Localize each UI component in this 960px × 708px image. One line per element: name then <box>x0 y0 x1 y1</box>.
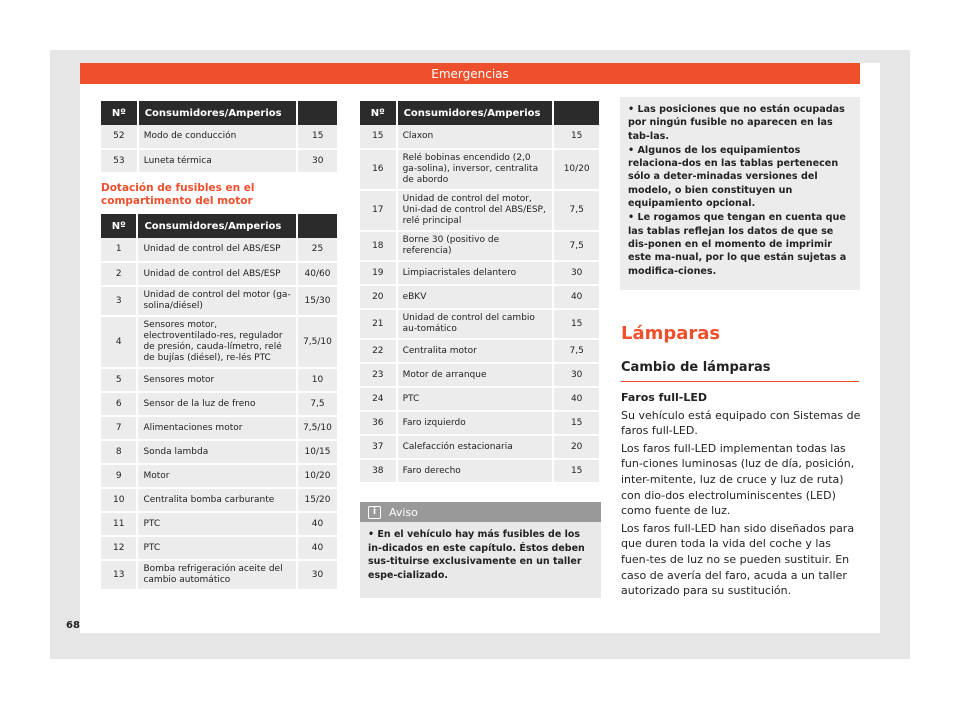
fuse-number: 1 <box>101 238 137 262</box>
table-row <box>360 309 600 339</box>
paragraph: Su vehículo está equipado con Sistemas de faros full-LED. <box>621 408 861 438</box>
fuse-amperage: 15/20 <box>297 488 338 512</box>
fuse-number: 4 <box>101 316 137 368</box>
fuse-number: 19 <box>360 261 397 285</box>
fuse-number: 23 <box>360 363 397 387</box>
page-number: 68 <box>66 620 80 631</box>
section-header: Emergencias <box>80 63 860 84</box>
table-row <box>360 125 600 149</box>
note-item: • Las posiciones que no están ocupadas por ningún fusible no aparecen en las tab-las. <box>628 104 845 142</box>
notice-body: En el vehículo hay más fusibles de los in-dicados en este capítulo. Éstos deben sus-tituirse exclusivamente en un taller espe-cializado. <box>368 529 585 581</box>
fuse-number: 16 <box>360 149 397 190</box>
fuse-number: 9 <box>101 464 137 488</box>
fuse-amperage: 25 <box>297 238 338 262</box>
fuse-amperage: 15 <box>553 125 600 149</box>
table-row <box>101 149 338 173</box>
fuse-amperage: 40 <box>297 536 338 560</box>
note-text: Le rogamos que tengan en cuenta que las tablas reflejan los datos de que se dis-ponen en el momento de imprimir este ma-nual, por lo que están sujetas a modifica-ciones. <box>628 212 847 277</box>
table-row <box>101 416 338 440</box>
fuse-consumer: Borne 30 (positivo de referencia) <box>397 231 554 261</box>
fuse-amperage: 40 <box>553 387 600 411</box>
notice-header <box>360 502 601 522</box>
col-header-consumers: Consumidores/Amperios <box>137 214 297 238</box>
fuse-consumer: Faro izquierdo <box>397 411 554 435</box>
note-text: Las posiciones que no están ocupadas por ningún fusible no aparecen en las tab-las. <box>628 104 845 142</box>
fuse-number: 20 <box>360 285 397 309</box>
fuse-number: 21 <box>360 309 397 339</box>
table-row <box>360 435 600 459</box>
table-row <box>101 536 338 560</box>
table-row <box>101 440 338 464</box>
fuse-consumer: Sonda lambda <box>137 440 297 464</box>
col-header-number: Nº <box>101 101 138 125</box>
fuse-consumer: Bomba refrigeración aceite del cambio automático <box>137 560 297 590</box>
fuse-table-engine <box>101 214 339 591</box>
table-row <box>101 368 338 392</box>
note-item: • Algunos de los equipamientos relaciona-dos en las tablas pertenecen sólo a deter-minadas versiones del modelo, o bien constituyen un equipamiento opcional. <box>628 144 839 210</box>
fuse-consumer: Unidad de control del cambio au-tomático <box>397 309 554 339</box>
fuse-amperage: 30 <box>297 560 338 590</box>
fuse-consumer: Unidad de control del motor, Uni-dad de control del ABS/ESP, relé principal <box>397 190 554 231</box>
notice-title: Aviso <box>389 505 418 519</box>
fuse-consumer: Unidad de control del ABS/ESP <box>137 238 297 262</box>
table-row <box>101 488 338 512</box>
notes-box <box>620 97 860 290</box>
fuse-number: 10 <box>101 488 137 512</box>
fuse-consumer: Sensor de la luz de freno <box>137 392 297 416</box>
fuse-number: 3 <box>101 286 137 316</box>
fuse-consumer: Relé bobinas encendido (2,0 ga-solina), inversor, centralita de abordo <box>397 149 554 190</box>
table-row <box>101 238 338 262</box>
table-row <box>360 149 600 190</box>
fuse-number: 37 <box>360 435 397 459</box>
fuse-amperage: 15 <box>297 125 338 149</box>
fuse-number: 18 <box>360 231 397 261</box>
fuse-number: 52 <box>101 125 138 149</box>
fuse-consumer: Faro derecho <box>397 459 554 483</box>
lamps-subtitle: Cambio de lámparas <box>621 360 771 375</box>
fuse-amperage: 15 <box>553 459 600 483</box>
fuse-amperage: 7,5 <box>553 190 600 231</box>
table-row <box>101 316 338 368</box>
col-header-number: Nº <box>101 214 137 238</box>
fuse-consumer: PTC <box>137 512 297 536</box>
fuse-amperage: 15 <box>553 411 600 435</box>
fuse-number: 36 <box>360 411 397 435</box>
fuse-number: 22 <box>360 339 397 363</box>
table-row <box>360 363 600 387</box>
fuse-consumer: Centralita bomba carburante <box>137 488 297 512</box>
fuse-amperage: 15/30 <box>297 286 338 316</box>
fuse-amperage: 7,5/10 <box>297 416 338 440</box>
table-row <box>360 285 600 309</box>
table-row <box>360 190 600 231</box>
fuse-number: 12 <box>101 536 137 560</box>
fuse-amperage: 30 <box>297 149 338 173</box>
fuse-amperage: 10 <box>297 368 338 392</box>
fuse-amperage: 7,5 <box>297 392 338 416</box>
lamps-title: Lámparas <box>621 323 721 344</box>
fuse-amperage: 30 <box>553 261 600 285</box>
table-row <box>360 411 600 435</box>
fuse-consumer: Sensores motor, electroventilado-res, regulador de presión, cauda-límetro, relé de bujías (diésel), re-lés PTC <box>137 316 297 368</box>
fuse-table-continued <box>101 101 339 174</box>
table-row <box>101 512 338 536</box>
fuse-number: 2 <box>101 262 137 286</box>
fuse-number: 11 <box>101 512 137 536</box>
fuse-consumer: Centralita motor <box>397 339 554 363</box>
fuse-amperage: 15 <box>553 309 600 339</box>
fuse-consumer: eBKV <box>397 285 554 309</box>
fuse-number: 38 <box>360 459 397 483</box>
fuse-consumer: Luneta térmica <box>138 149 298 173</box>
fuse-consumer: Claxon <box>397 125 554 149</box>
notice-box <box>360 502 601 598</box>
fuse-consumer: Motor <box>137 464 297 488</box>
fuse-number: 6 <box>101 392 137 416</box>
table-row <box>360 459 600 483</box>
fuse-number: 7 <box>101 416 137 440</box>
table-row <box>101 286 338 316</box>
fuse-amperage: 7,5 <box>553 231 600 261</box>
table-row <box>101 262 338 286</box>
table-row <box>101 125 338 149</box>
col-header-consumers: Consumidores/Amperios <box>397 101 554 125</box>
fuse-number: 17 <box>360 190 397 231</box>
engine-fuses-heading: Dotación de fusibles en el compartimento del motor <box>101 182 255 207</box>
fuse-amperage: 40 <box>297 512 338 536</box>
fuse-consumer: Modo de conducción <box>138 125 298 149</box>
fuse-amperage: 30 <box>553 363 600 387</box>
table-row <box>101 560 338 590</box>
fuse-consumer: Unidad de control del motor (ga-solina/diésel) <box>137 286 297 316</box>
fuse-amperage: 10/20 <box>297 464 338 488</box>
table-row <box>101 392 338 416</box>
table-row <box>101 464 338 488</box>
note-text: Algunos de los equipamientos relaciona-dos en las tablas pertenecen sólo a deter-minadas versiones del modelo, o bien constituyen un equipamiento opcional. <box>628 144 839 210</box>
fuse-consumer: Alimentaciones motor <box>137 416 297 440</box>
paragraph: Los faros full-LED implementan todas las fun-ciones luminosas (luz de día, posición, inter-mitente, luz de cruce y luz de ruta) con dio-dos electroluminiscentes (LED) como fuente de luz. <box>621 441 855 518</box>
table-row <box>360 339 600 363</box>
col-header-number: Nº <box>360 101 397 125</box>
fuse-consumer: Sensores motor <box>137 368 297 392</box>
note-item: • Le rogamos que tengan en cuenta que las tablas reflejan los datos de que se dis-ponen en el momento de imprimir este ma-nual, por lo que están sujetas a modifica-ciones. <box>628 212 847 277</box>
divider <box>621 381 859 382</box>
fuse-consumer: Calefacción estacionaria <box>397 435 554 459</box>
fuse-consumer: Limpiacristales delantero <box>397 261 554 285</box>
fuse-amperage: 20 <box>553 435 600 459</box>
fuse-table-engine-continued <box>360 101 601 484</box>
notice-text: • En el vehículo hay más fusibles de los in-dicados en este capítulo. Éstos deben sus-tituirse exclusivamente en un taller espe-cializado. <box>368 529 585 581</box>
fuse-number: 53 <box>101 149 138 173</box>
table-row <box>360 231 600 261</box>
fuse-number: 15 <box>360 125 397 149</box>
fuse-number: 13 <box>101 560 137 590</box>
fuse-amperage: 40 <box>553 285 600 309</box>
fuse-amperage: 7,5 <box>553 339 600 363</box>
info-icon: i <box>368 506 381 519</box>
fuse-consumer: PTC <box>137 536 297 560</box>
table-row <box>360 387 600 411</box>
lamps-body <box>621 390 861 601</box>
body-heading: Faros full-LED <box>621 391 708 404</box>
fuse-amperage: 10/15 <box>297 440 338 464</box>
col-header-consumers: Consumidores/Amperios <box>138 101 298 125</box>
fuse-number: 5 <box>101 368 137 392</box>
fuse-amperage: 10/20 <box>553 149 600 190</box>
fuse-consumer: Unidad de control del ABS/ESP <box>137 262 297 286</box>
fuse-number: 24 <box>360 387 397 411</box>
fuse-number: 8 <box>101 440 137 464</box>
fuse-amperage: 40/60 <box>297 262 338 286</box>
paragraph: Los faros full-LED han sido diseñados para que duren toda la vida del coche y las fuen-tes de luz no se pueden sustituir. En caso de avería del faro, acuda a un taller autorizado para su sustitución. <box>621 521 855 598</box>
fuse-consumer: PTC <box>397 387 554 411</box>
fuse-consumer: Motor de arranque <box>397 363 554 387</box>
table-row <box>360 261 600 285</box>
fuse-amperage: 7,5/10 <box>297 316 338 368</box>
